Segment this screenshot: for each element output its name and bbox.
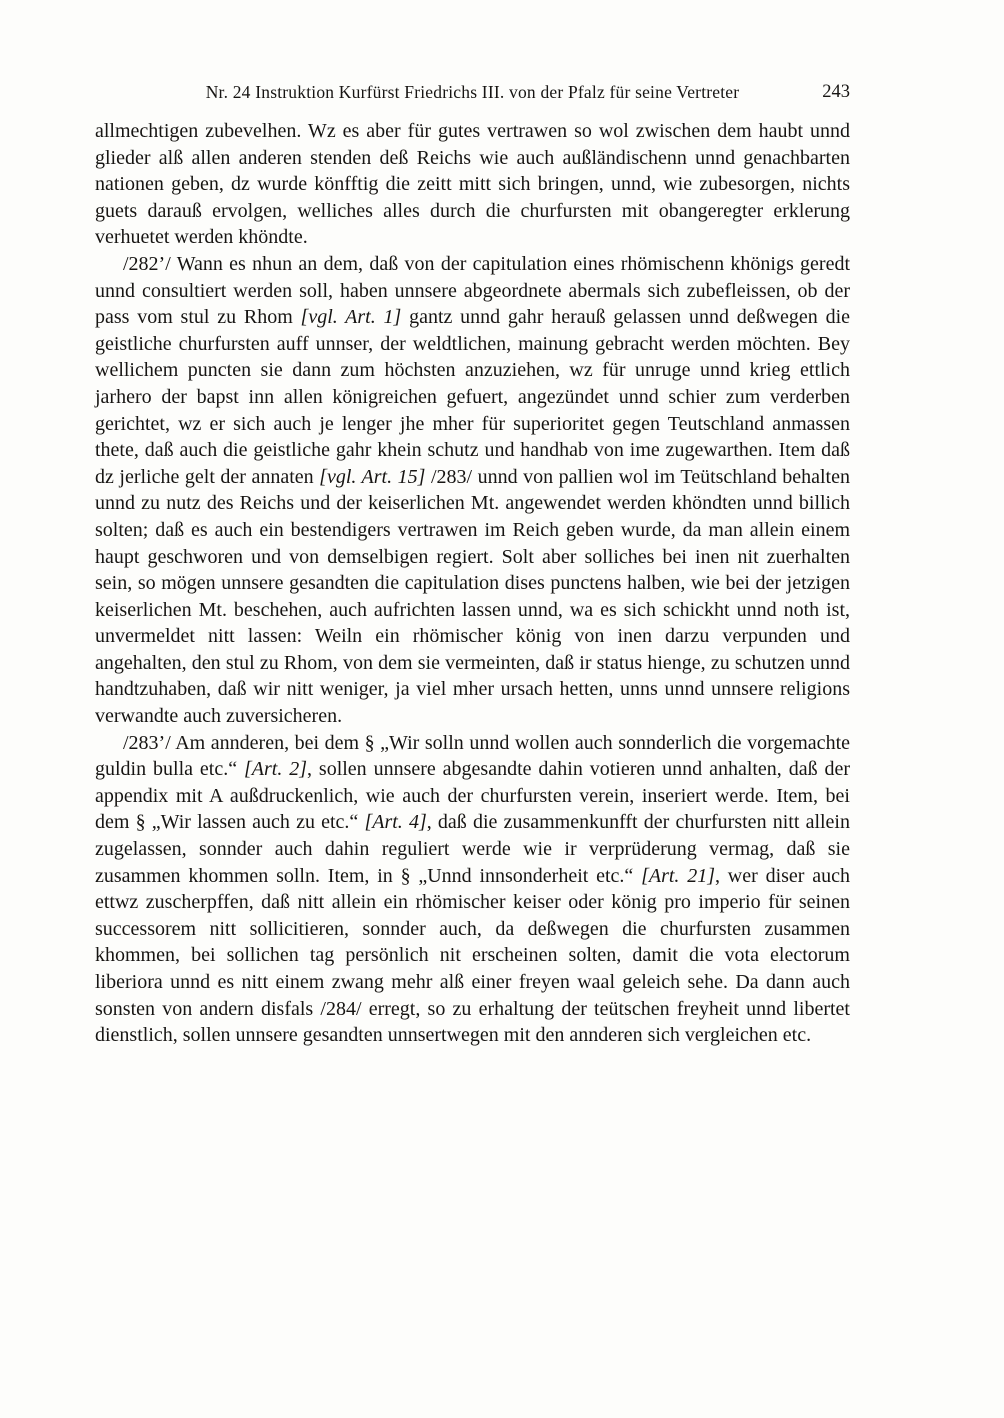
text-run: /283/ unnd von pallien wol im Teütschland behalten unnd zu nutz des Reichs und der keiserlichen Mt. angewendet werden khöndten unnd billich solten; daß es auch ein bestendigers vertrawen im Reich geben wurde, da man allein einem haupt geschworen und von demselbigen regiert. Solt aber solliches bei inen nit zuerhalten sein, so mögen unnsere gesandten die capitulation dises punctens halben, wie bei der jetzigen keiserlichen Mt. beschehen, auch aufrichten lassen unnd, wa es sich schickht unnd noth ist, unvermeldet nitt lassen: Weiln ein rhömischer könig von inen darzu verpunden und angehalten, den stul zu Rhom, von dem sie vermeinten, daß ir status hienge, zu schutzen unnd handtzuhaben, daß wir nitt weniger, ja viel mher ursach hetten, unns unnd unnsere religions verwandte auch zuversicheren. [95,465,850,728]
text-run: /282’/ Wann es nhun an dem, daß von der capitulation eines rhömischenn khönigs geredt unnd consultiert werden soll, haben unnsere abgeordnete abermals sich zubefleissen, ob der pass vom stul zu Rhom [95,252,850,329]
text-run: , sollen unnsere abgesandte dahin votieren unnd anhalten, daß der appendix mit A außdruckenlich, wie auch der churfursten verein, inseriert werde. Item, bei dem § „Wir lassen auch zu etc.“ [95,758,851,834]
text-run: , daß die zusammenkunfft der churfursten nitt allein zugelassen, sonnder auch dahin reguliert werde wie ir verprüderung vermag, daß sie zusammen khommen solln. Item, in § „Unnd innsonderheit etc.“ [95,811,850,887]
text-run: /283’/ Am annderen, bei dem § „Wir solln unnd wollen auch sonnderlich die vorgemachte guldin bulla etc.“ [95,731,850,781]
body-paragraph [95,730,850,1049]
page-header [95,80,850,104]
text-run: , wer diser auch ettwz zuscherpffen, daß nitt allein ein rhömischer keiser oder könig pro imperio für seinen successorem nitt sollicitieren, sonnder auch, da deßwegen die churfursten zusammen khommen, bei sollichen tag persönlich nit erscheinen solten, damit die vota electorum liberiora unnd es nitt einem zwang mehr alß einer freyen waal geleich sehe. Da dann auch sonsten von andern disfals /284/ erregt, so zu erhaltung der teütschen freyheit unnd libertet dienstlich, sollen unnsere gesandten unnsertwegen mit den annderen sich vergleichen etc. [95,864,850,1047]
inline-reference: [Art. 4] [364,811,427,834]
body-paragraph [95,118,850,251]
text-run: allmechtigen zubevelhen. Wz es aber für gutes vertrawen so wol zwischen dem haubt unnd glieder alß allen anderen stenden deß Reichs wie auch außländischenn unnd genachbarten nationen geben, dz wurde könfftig die zeitt mitt sich bringen, unnd, wie zubesorgen, nichts guets darauß ervolgen, welliches alles durch die churfursten mit obangeregter erklerung verhuetet werden khöndte. [95,120,850,249]
inline-reference: [vgl. Art. 1] [300,306,402,329]
body-paragraph [95,251,850,730]
inline-reference: [vgl. Art. 15] [319,465,426,488]
page-number: 243 [822,82,850,102]
inline-reference: [Art. 21] [641,864,716,887]
running-title: Nr. 24 Instruktion Kurfürst Friedrichs III. von der Pfalz für seine Vertreter [205,82,740,102]
body-text [95,118,850,1049]
inline-reference: [Art. 2] [243,758,308,781]
text-run: gantz unnd gahr herauß gelassen unnd deßwegen die geistliche churfursten auff unnser, der weldtlichen, mainung gebracht werden möchten. Bey wellichem puncten sie dann zum höchsten anzuziehen, wz für unruge unnd krieg ettlich jarhero der bapst inn allen königreichen gefuert, angezündet unnd schier zum verderben gerichtet, wz er sich auch je lenger jhe mher für superioritet gegen Teutschland anmassen thete, daß auch die geistliche gahr khein schutz und handhab von ime zugewarthen. Item daß dz jerliche gelt der annaten [95,306,851,488]
